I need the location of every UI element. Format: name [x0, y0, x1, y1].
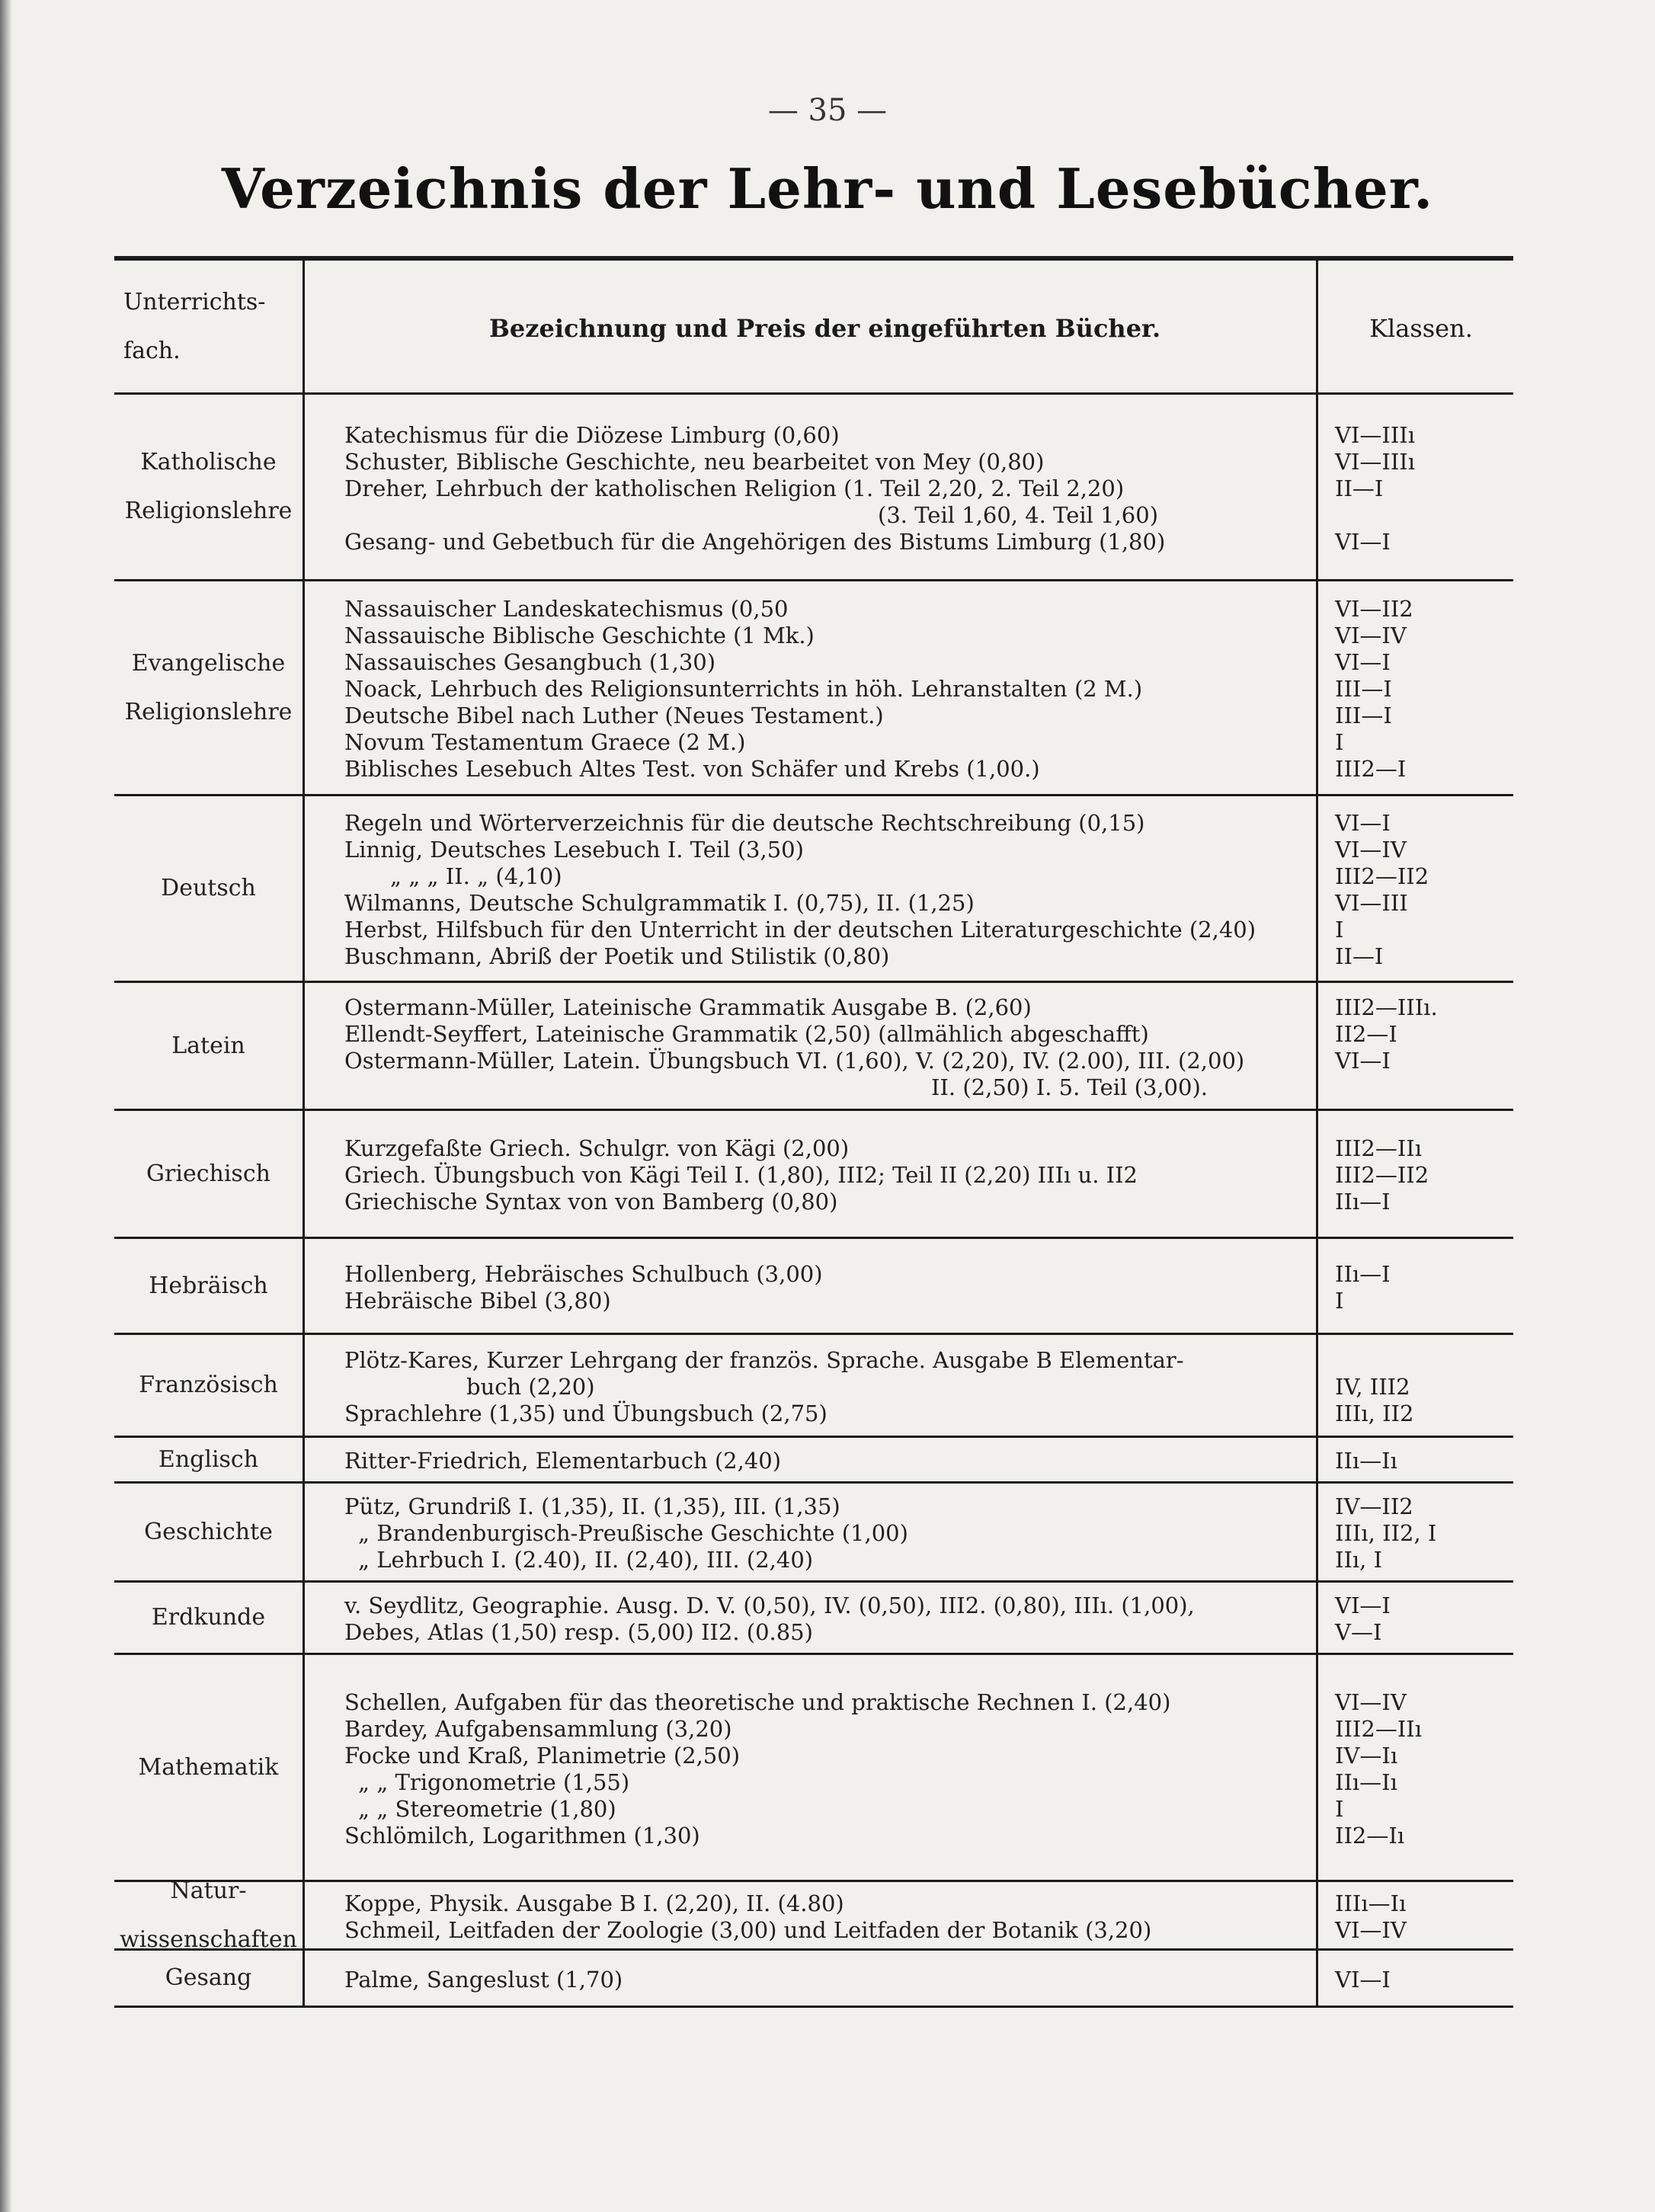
- class-range: VI—IV: [1335, 837, 1407, 863]
- classes-cell: [1318, 1111, 1513, 1237]
- books-cell: [305, 1655, 1318, 1880]
- header-subject-cell: [114, 261, 305, 392]
- subject-label: [125, 438, 293, 536]
- book-entry: Bardey, Aufgabensammlung (3,20): [344, 1715, 732, 1742]
- class-range: IIı, I: [1335, 1547, 1383, 1573]
- class-range: VI—I: [1335, 1966, 1391, 1993]
- table-header-row: [114, 261, 1513, 395]
- header-classes-cell: [1318, 261, 1513, 392]
- class-range: VI—I: [1335, 528, 1391, 555]
- books-cell: [305, 1882, 1318, 1948]
- scan-edge: [0, 0, 12, 2212]
- books-cell: [305, 581, 1318, 794]
- class-range: I: [1335, 1795, 1344, 1822]
- book-entry: Hollenberg, Hebräisches Schulbuch (3,00): [344, 1260, 823, 1287]
- book-entry: „ Lehrbuch I. (2.40), II. (2,40), III. (2,40): [358, 1547, 814, 1573]
- book-entry: Koppe, Physik. Ausgabe B I. (2,20), II. (4.80): [344, 1890, 844, 1916]
- books-cell: [305, 1111, 1318, 1237]
- book-entry: Ostermann-Müller, Lateinische Grammatik Ausgabe B. (2,60): [344, 994, 1032, 1020]
- class-range: VI—I: [1335, 1593, 1391, 1618]
- class-range: II—I: [1335, 943, 1384, 969]
- subject-cell: [114, 1877, 305, 1953]
- subject-line: Französisch: [139, 1372, 278, 1398]
- book-entry: Focke und Kraß, Planimetrie (2,50): [344, 1742, 741, 1769]
- header-books-cell: [305, 261, 1318, 392]
- class-range: III2—II2: [1335, 1162, 1429, 1188]
- subject-cell: [114, 983, 305, 1109]
- subject-line: Geschichte: [144, 1518, 273, 1545]
- book-entry: Regeln und Wörterverzeichnis für die deutsche Rechtschreibung (0,15): [344, 810, 1145, 836]
- table-row: [114, 1239, 1513, 1335]
- classes-cell: [1318, 1583, 1513, 1653]
- subject-label: [152, 1593, 265, 1642]
- book-entry: Debes, Atlas (1,50) resp. (5,00) II2. (0.85): [344, 1619, 813, 1645]
- book-entry: „ „ Stereometrie (1,80): [358, 1795, 616, 1822]
- header-subject: [122, 278, 295, 376]
- class-range: IIIı, II2: [1335, 1400, 1414, 1426]
- subject-label: [158, 1436, 258, 1484]
- class-range: IV—Iı: [1335, 1742, 1398, 1769]
- book-entry: Wilmanns, Deutsche Schulgrammatik I. (0,75), II. (1,25): [344, 890, 975, 916]
- class-range: III2—IIIı.: [1335, 994, 1438, 1020]
- subject-cell: [114, 1111, 305, 1237]
- subject-cell: [114, 395, 305, 579]
- class-range: VI—IV: [1335, 1916, 1407, 1943]
- book-entry: Gesang- und Gebetbuch für die Angehörigen des Bistums Limburg (1,80): [344, 528, 1166, 555]
- class-range: III2—II2: [1335, 863, 1429, 889]
- class-range: VI—IV: [1335, 1689, 1407, 1715]
- book-entry: Herbst, Hilfsbuch für den Unterricht in der deutschen Literaturgeschichte (2,40): [344, 917, 1256, 943]
- book-entry: Buschmann, Abriß der Poetik und Stilistik (0,80): [344, 943, 890, 969]
- book-entry: Palme, Sangeslust (1,70): [344, 1966, 623, 1993]
- class-range: VI—II2: [1335, 596, 1413, 622]
- subject-line: Evangelische: [131, 649, 286, 677]
- classes-cell: [1318, 1335, 1513, 1436]
- book-entry: Biblisches Lesebuch Altes Test. von Schäfer und Krebs (1,00.): [344, 756, 1040, 782]
- book-entry: „ Brandenburgisch-Preußische Geschichte (1,00): [358, 1520, 908, 1546]
- book-entry: Schmeil, Leitfaden der Zoologie (3,00) und Leitfaden der Botanik (3,20): [344, 1916, 1152, 1943]
- table-row: [114, 1877, 1513, 1953]
- subject-line: Mathematik: [138, 1753, 279, 1781]
- class-range: IIı—Iı: [1335, 1448, 1397, 1474]
- book-entry: Katechismus für die Diözese Limburg (0,60): [344, 421, 840, 448]
- subject-line: Erdkunde: [151, 1604, 266, 1631]
- table-row: [114, 1111, 1513, 1239]
- subject-line: Deutsch: [161, 875, 256, 901]
- subject-label: [161, 864, 256, 913]
- class-range: IV—II2: [1335, 1493, 1413, 1519]
- books-cell: [305, 1951, 1318, 2006]
- book-entry: Ritter-Friedrich, Elementarbuch (2,40): [344, 1448, 782, 1474]
- class-range: VI—I: [1335, 1047, 1391, 1074]
- subject-line: Natur-: [170, 1877, 247, 1904]
- class-range: V—I: [1335, 1619, 1382, 1645]
- subject-label: [171, 1022, 245, 1071]
- subject-label: [125, 639, 293, 737]
- header-classes: Klassen.: [1369, 313, 1473, 343]
- book-entry: Noack, Lehrbuch des Religionsunterrichts in höh. Lehranstalten (2 M.): [344, 676, 1143, 702]
- books-cell: [305, 1335, 1318, 1436]
- subject-label: [139, 1743, 279, 1792]
- table-row: [114, 1484, 1513, 1583]
- class-range: VI—IV: [1335, 623, 1407, 648]
- books-cell: [305, 1239, 1318, 1333]
- book-entry: Ellendt-Seyffert, Lateinische Grammatik (2,50) (allmählich abgeschafft): [344, 1020, 1149, 1047]
- book-entry: Novum Testamentum Graece (2 M.): [344, 729, 746, 755]
- class-range: [1335, 1347, 1507, 1374]
- subject-cell: [114, 1951, 305, 2006]
- class-range: II2—I: [1335, 1020, 1397, 1047]
- class-range: II—I: [1335, 475, 1384, 501]
- table-row: [114, 395, 1513, 581]
- subject-cell: [114, 1484, 305, 1580]
- class-range: [1335, 502, 1507, 529]
- class-range: IIı—Iı: [1335, 1769, 1397, 1795]
- book-entry: Linnig, Deutsches Lesebuch I. Teil (3,50): [344, 837, 804, 863]
- books-cell: [305, 1484, 1318, 1580]
- subject-line: Gesang: [165, 1964, 252, 1991]
- classes-cell: [1318, 1882, 1513, 1948]
- book-entry: Nassauischer Landeskatechismus (0,50: [344, 596, 789, 622]
- class-range: VI—I: [1335, 649, 1391, 675]
- class-range: IIı—I: [1335, 1260, 1391, 1287]
- subject-cell: [114, 796, 305, 981]
- book-entry: Plötz-Kares, Kurzer Lehrgang der französ. Sprache. Ausgabe B Elementar-: [344, 1346, 1184, 1373]
- classes-cell: [1318, 395, 1513, 579]
- table-row: [114, 1655, 1513, 1882]
- subject-cell: [114, 1239, 305, 1333]
- class-range: VI—IIIı: [1335, 421, 1416, 448]
- classes-cell: [1318, 1484, 1513, 1580]
- book-entry: buch (2,20): [466, 1373, 595, 1400]
- table-row: [114, 1335, 1513, 1438]
- class-range: I: [1335, 917, 1344, 943]
- subject-label: [149, 1262, 267, 1311]
- classes-cell: [1318, 581, 1513, 794]
- table-row: [114, 1583, 1513, 1655]
- table-row: [114, 983, 1513, 1111]
- page-number: — 35 —: [767, 93, 888, 128]
- subject-label: [139, 1361, 278, 1410]
- subject-line: Religionslehre: [124, 498, 293, 524]
- class-range: IIIı—Iı: [1335, 1890, 1407, 1916]
- subject-line: Latein: [171, 1032, 245, 1059]
- table-row: [114, 796, 1513, 983]
- header-books: Bezeichnung und Preis der eingeführten Bücher.: [488, 313, 1161, 343]
- table-row: [114, 1951, 1513, 2006]
- class-range: III2—IIı: [1335, 1135, 1423, 1161]
- class-range: III2—IIı: [1335, 1715, 1423, 1742]
- book-entry: Hebräische Bibel (3,80): [344, 1287, 611, 1314]
- book-entry: Pütz, Grundriß I. (1,35), II. (1,35), III. (1,35): [344, 1493, 840, 1519]
- book-entry: Nassauische Biblische Geschichte (1 Mk.): [344, 623, 815, 648]
- table-row: [114, 581, 1513, 796]
- subject-label: [144, 1508, 273, 1557]
- book-entry: Sprachlehre (1,35) und Übungsbuch (2,75): [344, 1400, 828, 1426]
- classes-cell: [1318, 1239, 1513, 1333]
- subject-cell: [114, 1655, 305, 1880]
- classes-cell: [1318, 1655, 1513, 1880]
- classes-cell: [1318, 1951, 1513, 2006]
- header-subject-line: Unterrichts-: [123, 288, 266, 315]
- header-subject-line: fach.: [123, 337, 181, 364]
- book-entry: (3. Teil 1,60, 4. Teil 1,60): [878, 501, 1159, 528]
- class-range: [1335, 1074, 1507, 1101]
- subject-label: [146, 1150, 270, 1199]
- book-entry: Kurzgefaßte Griech. Schulgr. von Kägi (2,00): [344, 1135, 850, 1161]
- books-cell: [305, 395, 1318, 579]
- subject-line: Religionslehre: [124, 698, 293, 725]
- class-range: VI—IIIı: [1335, 448, 1416, 475]
- book-entry: Griech. Übungsbuch von Kägi Teil I. (1,80), III2; Teil II (2,20) IIIı u. II2: [344, 1162, 1138, 1188]
- subject-line: Hebräisch: [149, 1272, 268, 1299]
- class-range: I: [1335, 1287, 1344, 1314]
- classes-cell: [1318, 983, 1513, 1109]
- subject-line: Griechisch: [146, 1160, 270, 1187]
- class-range: IIı—I: [1335, 1189, 1391, 1215]
- class-range: I: [1335, 729, 1344, 755]
- class-range: IV, III2: [1335, 1373, 1410, 1400]
- subject-label: [165, 1954, 252, 2002]
- books-cell: [305, 796, 1318, 981]
- books-cell: [305, 983, 1318, 1109]
- table-row: [114, 1438, 1513, 1484]
- class-range: III—I: [1335, 676, 1392, 702]
- books-cell: [305, 1583, 1318, 1653]
- subject-cell: [114, 581, 305, 794]
- book-entry: Ostermann-Müller, Latein. Übungsbuch VI. (1,60), V. (2,20), IV. (2.00), III. (2,00): [344, 1047, 1245, 1074]
- classes-cell: [1318, 1438, 1513, 1481]
- subject-cell: [114, 1335, 305, 1436]
- class-range: VI—III: [1335, 890, 1408, 916]
- book-entry: Schuster, Biblische Geschichte, neu bearbeitet von Mey (0,80): [344, 448, 1045, 475]
- classes-cell: [1318, 796, 1513, 981]
- subject-line: Englisch: [158, 1445, 259, 1473]
- book-entry: Deutsche Bibel nach Luther (Neues Testament.): [344, 703, 884, 728]
- class-range: II2—Iı: [1335, 1822, 1405, 1849]
- book-list-table: [114, 256, 1513, 2008]
- book-entry: „ „ „ II. „ (4,10): [390, 863, 562, 889]
- book-entry: „ „ Trigonometrie (1,55): [358, 1769, 630, 1795]
- book-entry: Nassauisches Gesangbuch (1,30): [344, 649, 716, 675]
- class-range: III—I: [1335, 703, 1392, 728]
- books-cell: [305, 1438, 1318, 1481]
- book-entry: v. Seydlitz, Geographie. Ausg. D. V. (0,50), IV. (0,50), III2. (0,80), IIIı. (1,00),: [344, 1593, 1195, 1618]
- page-title: Verzeichnis der Lehr- und Lesebücher.: [221, 156, 1434, 221]
- book-entry: Schlömilch, Logarithmen (1,30): [344, 1822, 700, 1849]
- class-range: VI—I: [1335, 810, 1391, 836]
- class-range: IIIı, II2, I: [1335, 1520, 1437, 1546]
- subject-cell: [114, 1583, 305, 1653]
- subject-label: [120, 1867, 297, 1964]
- class-range: III2—I: [1335, 756, 1407, 782]
- book-entry: II. (2,50) I. 5. Teil (3,00).: [931, 1074, 1208, 1100]
- subject-line: Katholische: [140, 449, 277, 475]
- subject-line: wissenschaften: [120, 1925, 297, 1953]
- subject-cell: [114, 1438, 305, 1481]
- book-entry: Griechische Syntax von von Bamberg (0,80): [344, 1189, 838, 1215]
- book-entry: Schellen, Aufgaben für das theoretische und praktische Rechnen I. (2,40): [344, 1689, 1171, 1715]
- book-entry: Dreher, Lehrbuch der katholischen Religion (1. Teil 2,20, 2. Teil 2,20): [344, 475, 1125, 501]
